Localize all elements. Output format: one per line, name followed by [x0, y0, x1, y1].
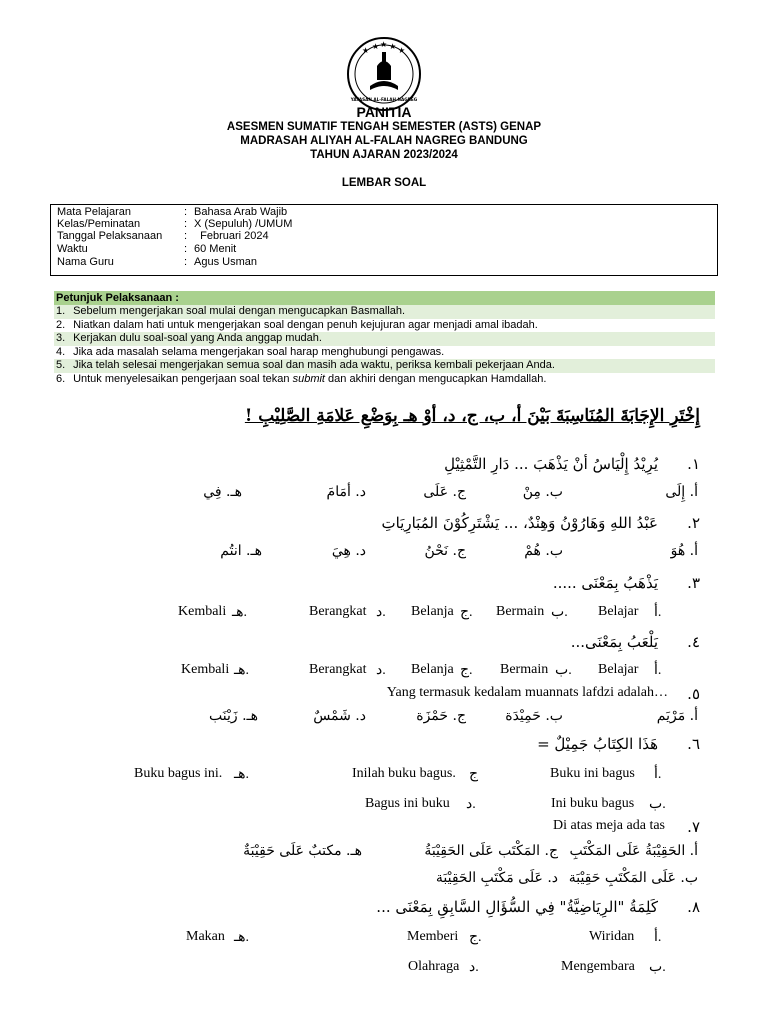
option-b: Bermain: [496, 604, 545, 619]
option-e: هـ. زَيْنَب: [208, 708, 258, 724]
option-e: هـ. فِي: [203, 484, 242, 500]
option-c-label: ج.: [460, 605, 473, 620]
option-e: Kembali: [181, 662, 230, 677]
instruction-item: 6. Untuk menyelesaikan pengerjaan soal tekan submit dan akhiri dengan mengucapkan Hamdallah.: [56, 372, 547, 385]
option-d-label: د.: [469, 960, 479, 975]
instructions-block: [54, 291, 715, 387]
option-b: Ini buku bagus: [551, 796, 635, 811]
option-c: Inilah buku bagus.: [352, 766, 456, 781]
info-label: Mata Pelajaran: [57, 206, 131, 218]
question-text: Di atas meja ada tas: [553, 818, 665, 833]
option-a-label: أ.: [654, 767, 662, 782]
exam-info-box: Mata Pelajaran : Bahasa Arab Wajib Kelas/Peminatan : X (Sepuluh) /UMUM Tanggal Pelaksanaan : Februari 2024 Waktu : 60 Menit Nama Guru : Agus Usman: [50, 204, 718, 276]
header-line-2: MADRASAH ALIYAH AL-FALAH NAGREG BANDUNG: [240, 135, 528, 147]
question-number: ٥.: [687, 685, 700, 703]
info-label: Tanggal Pelaksanaan: [57, 230, 163, 242]
logo-text: YAYASAN AL-FALAH NAGREG: [350, 97, 418, 102]
option-c-label: ج.: [469, 930, 482, 945]
option-d: Berangkat: [309, 604, 367, 619]
option-d: Bagus ini buku: [365, 796, 450, 811]
info-value: Agus Usman: [194, 256, 257, 268]
option-c: ج. عَلَى: [423, 484, 466, 500]
option-c: Memberi: [407, 929, 459, 944]
option-c-label: ج: [469, 767, 479, 782]
option-b: ب. مِنْ: [522, 484, 563, 500]
option-a: Belajar: [598, 662, 639, 677]
option-c: ج. نَحْنُ: [424, 543, 466, 559]
question-number: ٤.: [687, 633, 700, 651]
question-text: يَلْعَبُ بِمَعْنَى...: [570, 633, 658, 651]
option-b: Mengembara: [561, 959, 635, 974]
option-c: Belanja: [411, 662, 454, 677]
option-b-label: ب.: [649, 960, 666, 975]
svg-text:★: ★: [398, 46, 406, 55]
option-c: ج. حَمْزَة: [416, 708, 466, 724]
info-label: Kelas/Peminatan: [57, 218, 141, 230]
option-a: Belajar: [598, 604, 639, 619]
question-text: يُرِيْدُ إِلْيَاسُ أنْ يَذْهَبَ ... دَارِ التَّمْثِيْلِ: [444, 455, 658, 473]
info-value: 60 Menit: [194, 243, 237, 255]
option-e: هـ. انتُم: [220, 543, 262, 559]
option-a-label: أ.: [654, 930, 662, 945]
option-e: هـ. مكتبٌ عَلَى حَقِيْبَةٌ: [243, 843, 362, 859]
instruction-item: 2. Niatkan dalam hati untuk mengerjakan soal dengan penuh kejujuran agar menjadi amal ibadah.: [56, 318, 538, 331]
option-d-label: د.: [466, 797, 476, 812]
question-number: ٨.: [687, 898, 700, 916]
option-b: ب. حَمِيْدَة: [505, 708, 563, 724]
question-text: يَذْهَبُ بِمَعْنَى .....: [552, 574, 658, 592]
option-a: Buku ini bagus: [550, 766, 635, 781]
question-number: ١.: [687, 455, 700, 473]
question-text: كَلِمَةُ "الرِيَاضِيَّةُ" فِي السُّؤَالِ السَّابِقِ بِمَعْنَى ...: [376, 898, 658, 916]
svg-text:★: ★: [389, 42, 397, 51]
question-number: ٣.: [687, 574, 700, 592]
option-e: Makan: [186, 929, 225, 944]
option-a: أ. مَرْيَم: [656, 708, 698, 724]
info-label: Waktu: [57, 243, 88, 255]
madrasah-seal-icon: [346, 36, 422, 112]
option-a: أ. الحَقِيْبَةُ عَلَى المَكْتَبِ: [569, 843, 698, 859]
option-e: Buku bagus ini.: [134, 766, 223, 781]
option-d: د. شَمْسٌ: [313, 708, 366, 724]
info-label: Nama Guru: [57, 256, 114, 268]
option-e: Kembali: [178, 604, 227, 619]
instruction-item: 5. Jika telah selesai mengerjakan semua soal dan masih ada waktu, periksa kembali pekerjaan Anda.: [54, 359, 715, 373]
option-e-label: هـ.: [234, 767, 249, 782]
question-text: هَذَا الكِتَابُ جَمِيْلٌ =: [537, 735, 658, 753]
option-c: Belanja: [411, 604, 454, 619]
madrasah-seal-logo: [346, 36, 422, 112]
option-d: Olahraga: [408, 959, 460, 974]
header-line-1: ASESMEN SUMATIF TENGAH SEMESTER (ASTS) GENAP: [226, 121, 542, 133]
option-d-label: د.: [376, 605, 386, 620]
option-d: د. أمَامَ: [326, 484, 366, 500]
option-d-label: د.: [376, 663, 386, 678]
svg-text:★: ★: [372, 42, 380, 51]
instruction-item: 1. Sebelum mengerjakan soal mulai dengan mengucapkan Basmallah.: [54, 305, 715, 319]
header-line-3: TAHUN AJARAN 2023/2024: [310, 149, 458, 161]
info-value: X (Sepuluh) /UMUM: [194, 218, 293, 230]
option-a-label: أ.: [654, 605, 662, 620]
option-a-label: أ.: [654, 663, 662, 678]
option-b-label: ب.: [649, 797, 666, 812]
question-text: Yang termasuk kedalam muannats lafdzi adalah…: [386, 685, 668, 700]
option-a: Wiridan: [589, 929, 635, 944]
option-c: ج. المَكْتَب عَلَى الحَقِيْبَةُ: [424, 843, 558, 859]
option-e-label: هـ.: [234, 663, 249, 678]
option-e-label: هـ.: [232, 605, 247, 620]
option-d: د. هِيَ: [331, 543, 366, 559]
header-title: PANITIA: [356, 104, 412, 120]
instruction-item: 4. Jika ada masalah selama mengerjakan soal harap menghubungi pengawas.: [56, 345, 445, 358]
question-number: ٧.: [687, 818, 700, 836]
sheet-title: LEMBAR SOAL: [341, 177, 427, 189]
option-e-label: هـ.: [234, 930, 249, 945]
option-b-label: ب.: [551, 605, 568, 620]
option-a: أ. إِلَى: [665, 484, 698, 500]
option-c-label: ج.: [460, 663, 473, 678]
info-value: Bahasa Arab Wajib: [194, 206, 288, 218]
svg-text:★: ★: [362, 46, 370, 55]
question-number: ٢.: [687, 514, 700, 532]
option-b-label: ب.: [555, 663, 572, 678]
section-instruction: إِخْتَرِ الإِجَابَةَ المُنَاسِبَةَ بَيْنَ أ، ب، ج، د، أوْ هـ بِوَضْعِ عَلامَةِ الصَّلِيْبِ !: [244, 406, 700, 426]
option-b: ب. عَلَى المَكْتَبِ حَقِيْبَة: [568, 870, 698, 886]
instructions-title: Petunjuk Pelaksanaan :: [54, 291, 715, 305]
option-b: ب. هُمْ: [524, 543, 563, 559]
option-a: أ. هُوَ: [670, 543, 698, 559]
question-number: ٦.: [687, 735, 700, 753]
option-d: Berangkat: [309, 662, 367, 677]
question-text: عَبْدُ اللهِ وَهَارُوْنُ وَهِنْدٌ، ... يَشْتَرِكُوْنَ المُبَارِيَاتِ: [381, 514, 658, 532]
option-d: د. عَلَى مَكْتَبِ الحَقِيْبَة: [435, 870, 558, 886]
info-value: Februari 2024: [194, 230, 269, 242]
instruction-item: 3. Kerjakan dulu soal-soal yang Anda anggap mudah.: [54, 332, 715, 346]
svg-text:★: ★: [380, 40, 388, 49]
option-b: Bermain: [500, 662, 549, 677]
